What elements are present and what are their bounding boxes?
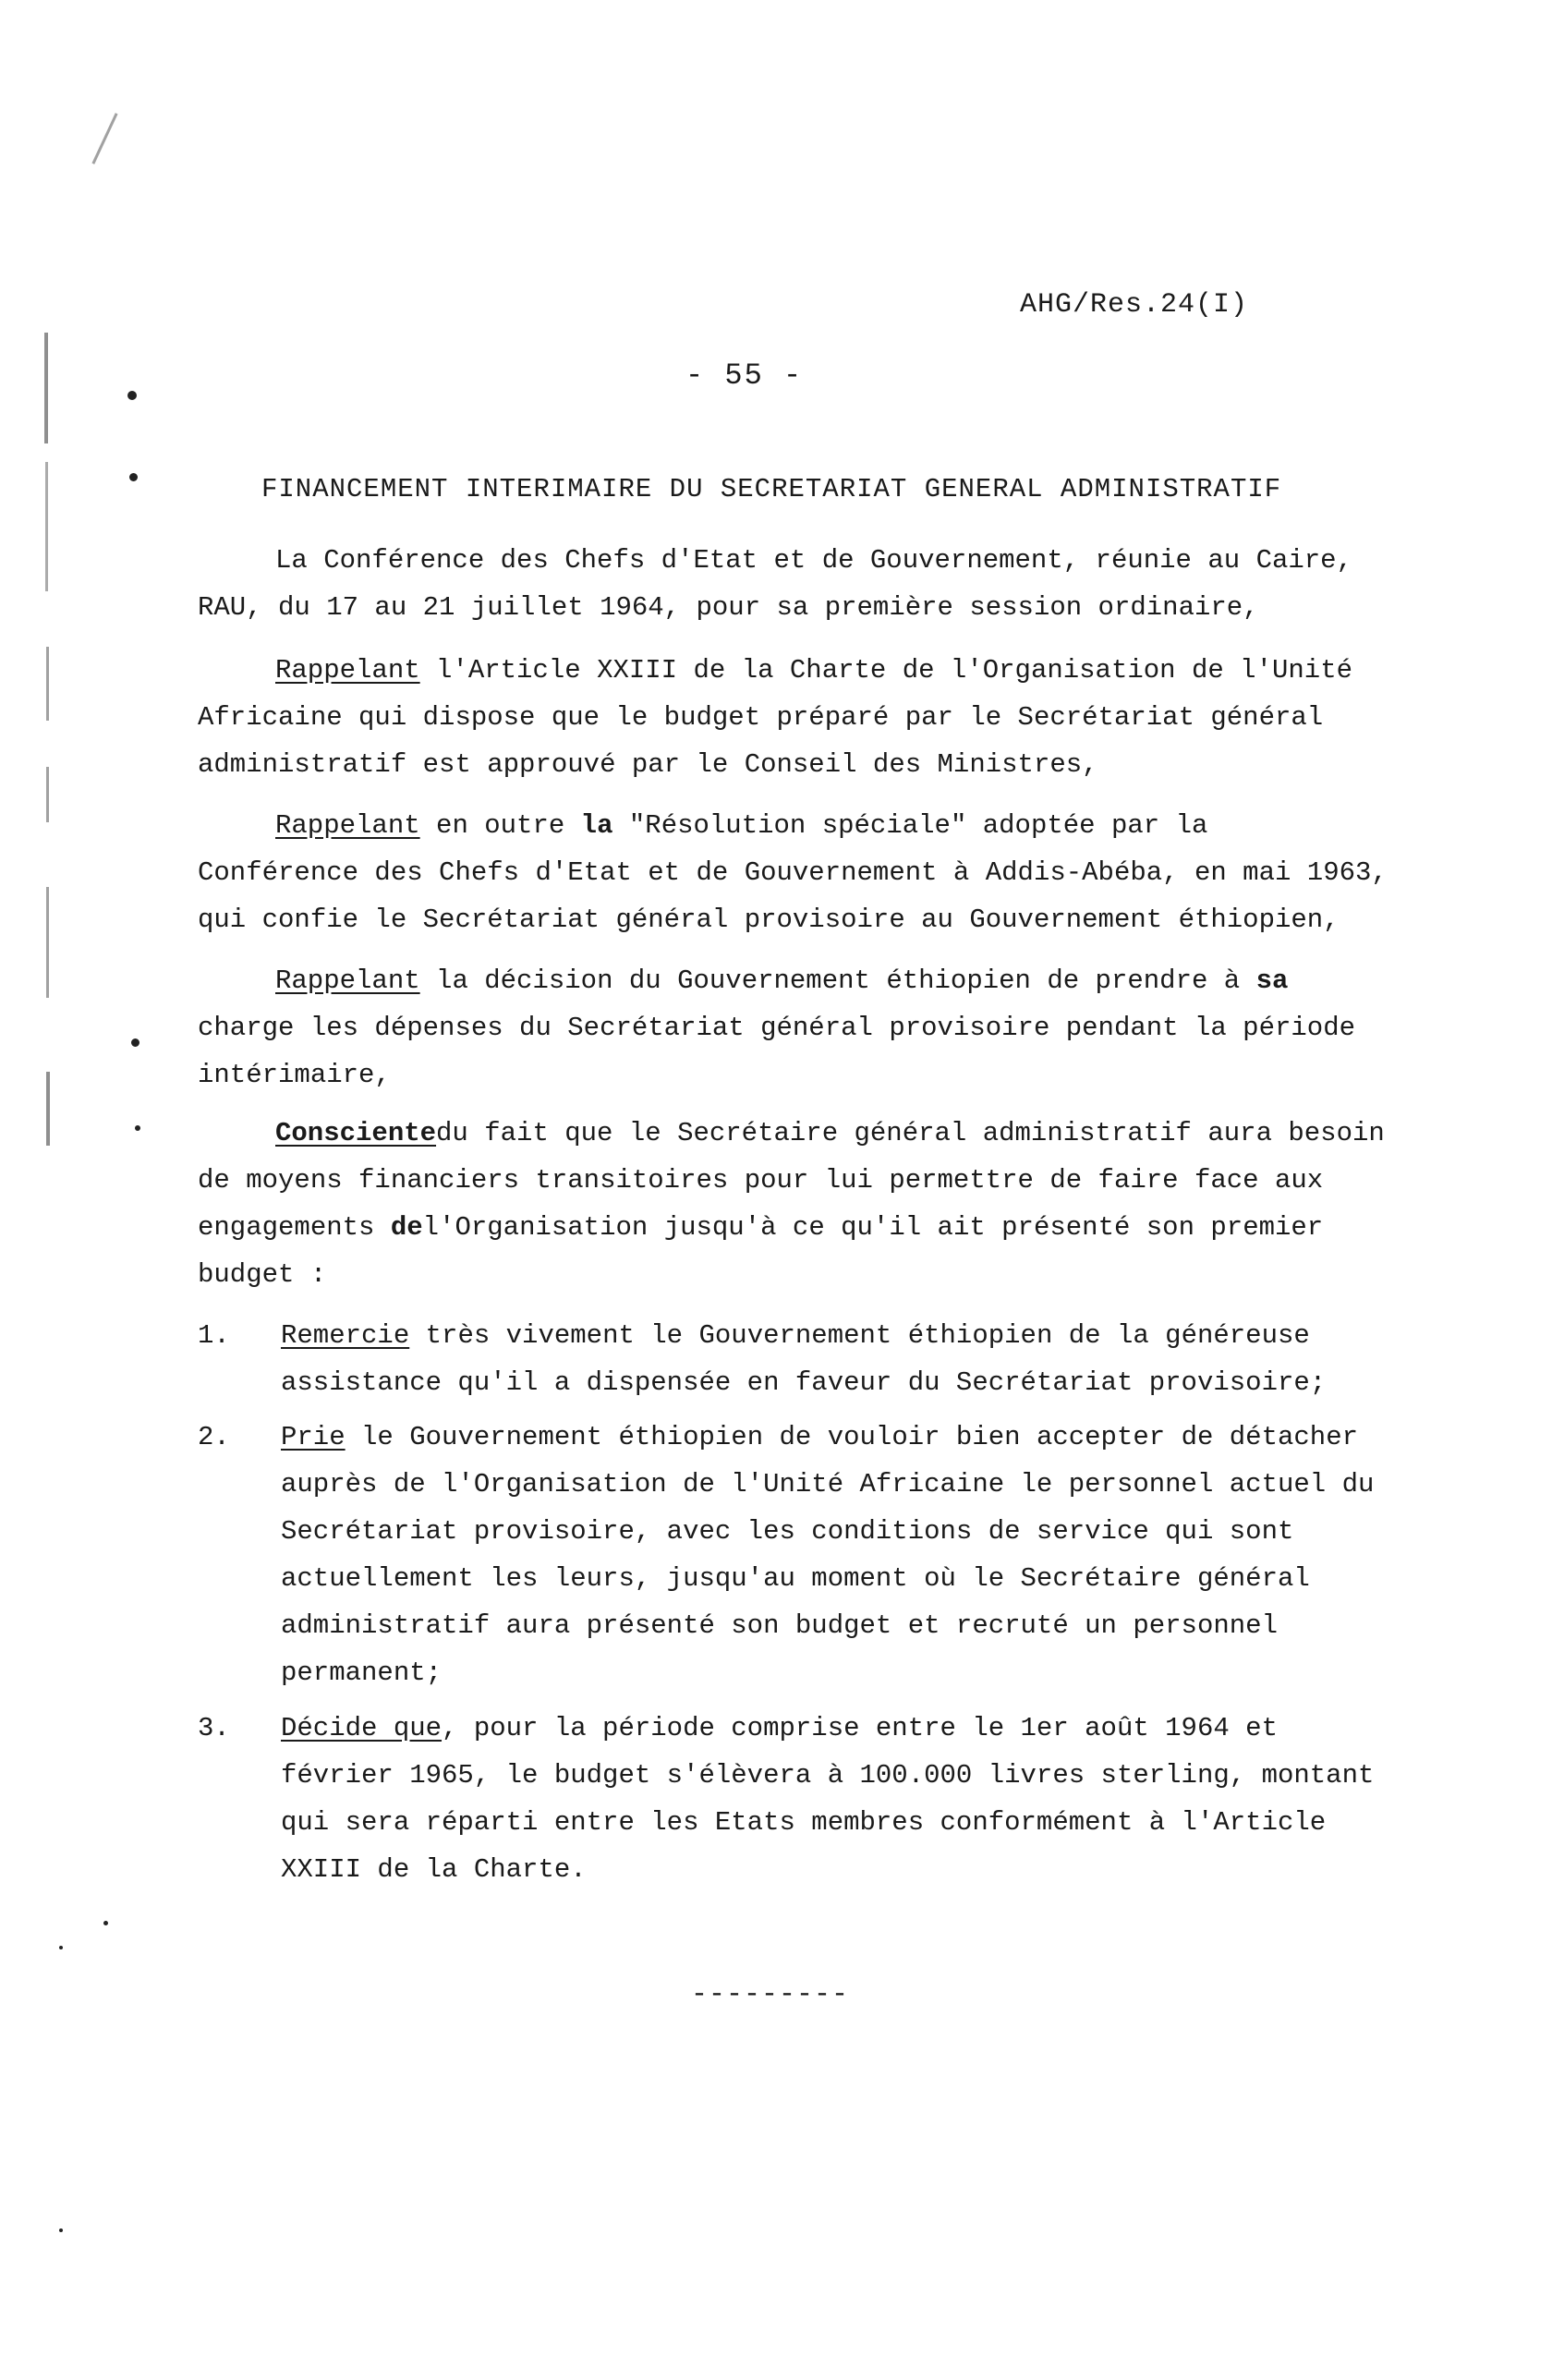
recital-text: l'Article XXIII de la Charte de l'Organisation de l'Unité bbox=[419, 655, 1353, 686]
item-text: , pour la période comprise entre le 1er août 1964 et bbox=[442, 1713, 1278, 1743]
resolution-title: FINANCEMENT INTERIMAIRE DU SECRETARIAT GENERAL ADMINISTRATIF bbox=[261, 474, 1282, 504]
preamble-line: RAU, du 17 au 21 juillet 1964, pour sa première session ordinaire, bbox=[198, 592, 1259, 623]
preamble bbox=[198, 537, 1417, 631]
recital-text-bold: sa bbox=[1255, 965, 1289, 996]
item-keyword: Remercie bbox=[281, 1320, 410, 1351]
item-body bbox=[281, 1414, 1374, 1696]
recital-4 bbox=[198, 1110, 1417, 1298]
item-line: assistance qu'il a dispensée en faveur du Secrétariat provisoire; bbox=[281, 1367, 1327, 1398]
recital-line: intérimaire, bbox=[198, 1060, 391, 1090]
recital-text: engagements bbox=[198, 1212, 391, 1243]
scan-dot bbox=[59, 1946, 63, 1949]
recital-keyword: Consciente bbox=[275, 1118, 437, 1148]
scan-streak bbox=[46, 767, 49, 822]
item-number: 3. bbox=[198, 1713, 230, 1743]
item-text: très vivement le Gouvernement éthiopien de la généreuse bbox=[409, 1320, 1310, 1351]
item-first-line bbox=[281, 1705, 1374, 1752]
scan-dot bbox=[131, 1038, 139, 1047]
item-line: XXIII de la Charte. bbox=[281, 1854, 587, 1885]
item-text: le Gouvernement éthiopien de vouloir bien accepter de détacher bbox=[345, 1422, 1359, 1452]
scan-streak bbox=[44, 333, 48, 443]
scan-streak bbox=[46, 887, 49, 998]
scan-streak bbox=[46, 647, 49, 721]
recital-line: charge les dépenses du Secrétariat général provisoire pendant la période bbox=[198, 1013, 1356, 1043]
recital-text-bold: de bbox=[390, 1212, 423, 1243]
item-number: 1. bbox=[198, 1320, 230, 1351]
recital-text-bold: la bbox=[580, 810, 613, 841]
recital-keyword: Rappelant bbox=[275, 655, 420, 686]
recital-2-first-line bbox=[198, 802, 1417, 849]
scan-dot bbox=[103, 1921, 108, 1925]
recital-text: du fait que le Secrétaire général administratif aura besoin bbox=[436, 1118, 1385, 1148]
item-first-line bbox=[281, 1312, 1326, 1359]
item-line: Secrétariat provisoire, avec les conditions de service qui sont bbox=[281, 1516, 1294, 1547]
page-number: - 55 - bbox=[685, 358, 804, 393]
scan-dot bbox=[129, 473, 138, 481]
recital-text: en outre bbox=[419, 810, 581, 841]
scan-dot bbox=[59, 2228, 63, 2232]
recital-line: qui confie le Secrétariat général provisoire au Gouvernement éthiopien, bbox=[198, 905, 1340, 935]
recital-2 bbox=[198, 802, 1417, 943]
recital-1 bbox=[198, 647, 1417, 788]
recital-line: Africaine qui dispose que le budget préparé par le Secrétariat général bbox=[198, 702, 1324, 733]
recital-text: "Résolution spéciale" adoptée par la bbox=[612, 810, 1208, 841]
recital-keyword: Rappelant bbox=[275, 965, 420, 996]
item-body bbox=[281, 1705, 1374, 1893]
item-keyword: Décide que bbox=[281, 1713, 443, 1743]
recital-3 bbox=[198, 957, 1417, 1099]
recital-1-first-line bbox=[198, 647, 1417, 694]
recital-line: de moyens financiers transitoires pour lui permettre de faire face aux bbox=[198, 1165, 1324, 1196]
recital-3-first-line bbox=[198, 957, 1417, 1004]
scan-dot bbox=[135, 1125, 140, 1131]
item-keyword: Prie bbox=[281, 1422, 346, 1452]
scan-streak bbox=[45, 462, 48, 591]
recital-line: administratif est approuvé par le Conseil des Ministres, bbox=[198, 749, 1098, 780]
recital-line: Conférence des Chefs d'Etat et de Gouvernement à Addis-Abéba, en mai 1963, bbox=[198, 857, 1388, 888]
item-line: actuellement les leurs, jusqu'au moment où le Secrétaire général bbox=[281, 1563, 1310, 1594]
recital-keyword: Rappelant bbox=[275, 810, 420, 841]
item-line: qui sera réparti entre les Etats membres conformément à l'Article bbox=[281, 1807, 1327, 1838]
recital-line: budget : bbox=[198, 1259, 327, 1290]
item-first-line bbox=[281, 1414, 1374, 1461]
item-body bbox=[281, 1312, 1326, 1406]
item-line: auprès de l'Organisation de l'Unité Africaine le personnel actuel du bbox=[281, 1469, 1375, 1500]
recital-text: la décision du Gouvernement éthiopien de prendre à bbox=[419, 965, 1256, 996]
recital-line bbox=[198, 1204, 1417, 1251]
item-line: permanent; bbox=[281, 1658, 443, 1688]
end-separator: --------- bbox=[691, 1979, 850, 2010]
item-number: 2. bbox=[198, 1422, 230, 1452]
resolution-reference: AHG/Res.24(I) bbox=[1020, 289, 1249, 321]
item-line: février 1965, le budget s'élèvera à 100.000 livres sterling, montant bbox=[281, 1760, 1375, 1791]
recital-text: l'Organisation jusqu'à ce qu'il ait présenté son premier bbox=[422, 1212, 1324, 1243]
scan-streak-top bbox=[91, 113, 117, 164]
scan-dot bbox=[127, 391, 137, 400]
recital-4-first-line bbox=[198, 1110, 1417, 1157]
item-line: administratif aura présenté son budget et recruté un personnel bbox=[281, 1610, 1278, 1641]
preamble-line: La Conférence des Chefs d'Etat et de Gouvernement, réunie au Caire, bbox=[275, 545, 1352, 576]
scan-streak bbox=[46, 1072, 50, 1146]
